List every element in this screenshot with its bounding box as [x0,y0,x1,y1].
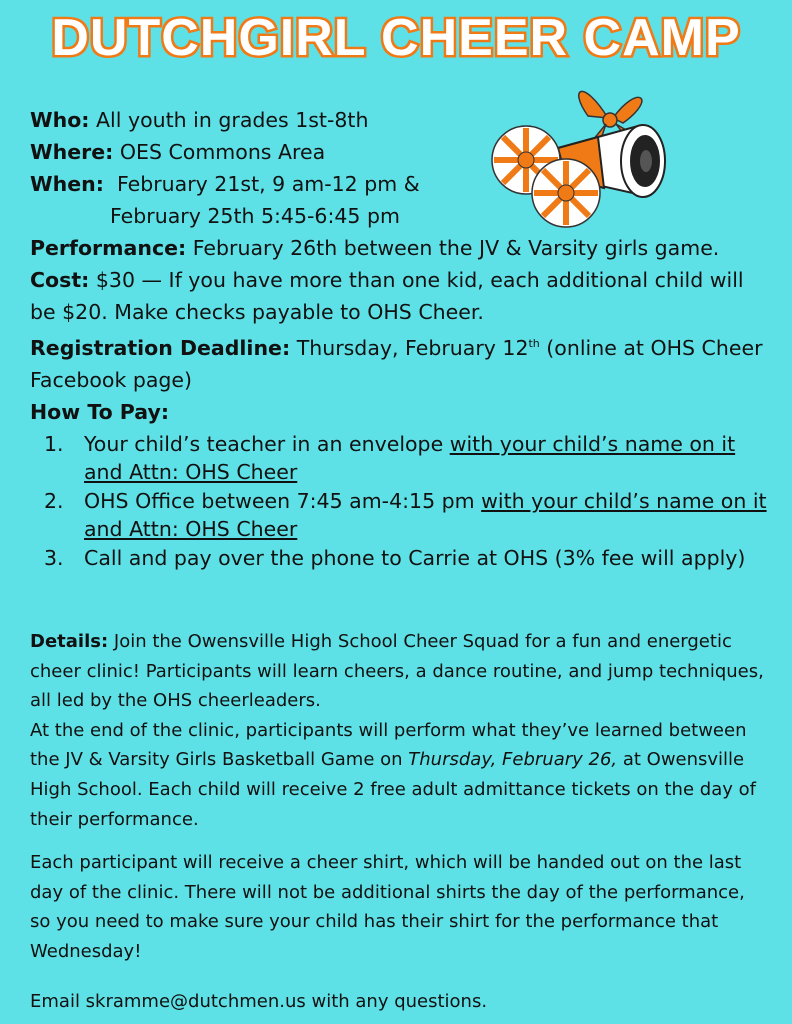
details-intro: Details: Join the Owensville High School Cheer Squad for a fun and energetic cheer clinic! Participants will learn cheers, a dance routine, and jump techniques, all led by the OHS cheerleaders. [30,631,764,712]
details-section [30,627,770,1016]
how-to-pay-heading: How To Pay: [30,399,170,424]
who-line: Who: All youth in grades 1st-8th [30,108,369,132]
details-performance: At the end of the clinic, participants will perform what they’ve learned between the JV & Varsity Girls Basketball Game on Thursday, February 26, at Owensville High School. Each child will receive 2 free adult admittance tickets on the day of their performance. [30,719,756,830]
list-item: 1. Your child’s teacher in an envelope with your child’s name on it and Attn: OHS Cheer [44,431,736,485]
info-block [30,104,770,572]
details-shirt: Each participant will receive a cheer shirt, which will be handed out on the last day of the clinic. There will not be additional shirts the day of the performance, so you need to make sure your child has their shirt for the performance that Wednesday! [30,852,745,962]
when-line-2: February 25th 5:45-6:45 pm [110,204,400,228]
list-item: 3. Call and pay over the phone to Carrie at OHS (3% fee will apply) [44,545,746,570]
when-line: When: February 21st, 9 am-12 pm & [30,172,420,196]
page-title: DUTCHGIRL CHEER CAMP [51,9,741,67]
performance-line: Performance: February 26th between the JV & Varsity girls game. [30,236,720,260]
list-item: 2. OHS Office between 7:45 am-4:15 pm with your child’s name on it and Attn: OHS Cheer [44,488,767,542]
where-line: Where: OES Commons Area [30,140,326,164]
payment-options-list [30,430,770,573]
cost-line: Cost: $30 — If you have more than one kid, each additional child will be $20. Make checks payable to OHS Cheer. [30,268,744,324]
deadline-line: Registration Deadline: Thursday, February 12th (online at OHS Cheer Facebook page) [30,335,763,392]
contact-email: Email skramme@dutchmen.us with any questions. [30,990,488,1012]
